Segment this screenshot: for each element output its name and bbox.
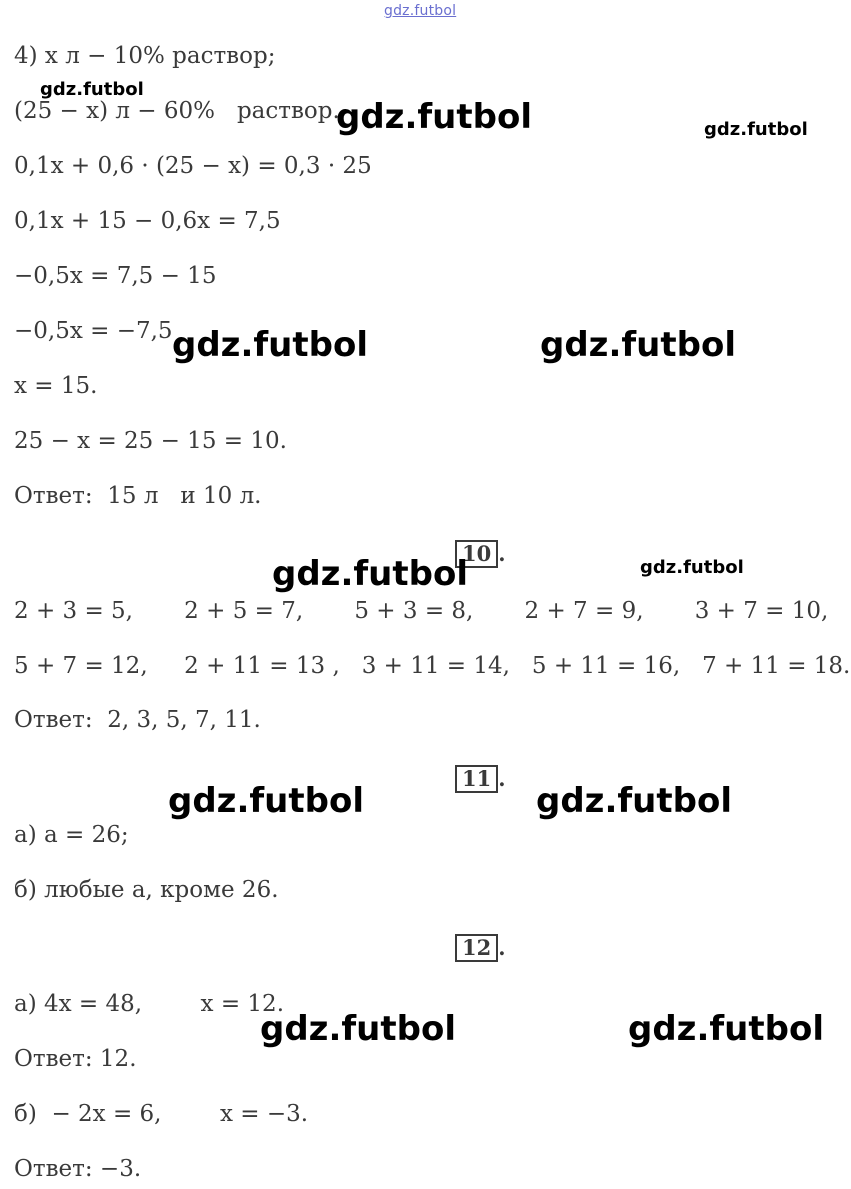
solution-line: 0,1x + 0,6 · (25 − x) = 0,3 · 25 (14, 153, 372, 179)
solution-line: x = 15. (14, 373, 98, 399)
watermark: gdz.futbol (336, 97, 532, 137)
watermark: gdz.futbol (540, 325, 736, 365)
watermark: gdz.futbol (260, 1009, 456, 1049)
solution-line: −0,5x = −7,5 (14, 318, 173, 344)
answer-line: Ответ: −3. (14, 1156, 142, 1182)
problem-number-box: 12 (455, 934, 498, 962)
answer-line: Ответ: 12. (14, 1046, 137, 1072)
solution-line: 4) x л − 10% раствор; (14, 43, 276, 69)
watermark: gdz.futbol (704, 119, 808, 140)
answer-line: Ответ: 15 л и 10 л. (14, 483, 262, 509)
watermark: gdz.futbol (272, 554, 468, 594)
problem-number-10: 10 . (455, 540, 506, 568)
problem-number-box: 11 (455, 765, 498, 793)
watermark: gdz.futbol (536, 781, 732, 821)
answer-line: Ответ: 2, 3, 5, 7, 11. (14, 707, 261, 733)
site-link[interactable]: gdz.futbol (384, 3, 457, 19)
watermark: gdz.futbol (168, 781, 364, 821)
solution-line: а) 4x = 48, x = 12. (14, 991, 285, 1017)
watermark: gdz.futbol (40, 79, 144, 100)
solution-line: 0,1x + 15 − 0,6x = 7,5 (14, 208, 281, 234)
problem-number-box: 10 (455, 540, 498, 568)
solution-line: 2 + 3 = 5, 2 + 5 = 7, 5 + 3 = 8, 2 + 7 = 9, 3 + 7 = 10, (14, 598, 829, 624)
solution-line: 25 − x = 25 − 15 = 10. (14, 428, 287, 454)
solution-line: (25 − x) л − 60% раствор. (14, 98, 340, 124)
watermark: gdz.futbol (172, 325, 368, 365)
solution-line: 5 + 7 = 12, 2 + 11 = 13 , 3 + 11 = 14, 5 + 11 = 16, 7 + 11 = 18. (14, 653, 851, 679)
solution-line: а) a = 26; (14, 822, 129, 848)
solution-line: −0,5x = 7,5 − 15 (14, 263, 217, 289)
solution-line: б) любые a, кроме 26. (14, 877, 279, 903)
problem-number-11: 11 . (455, 765, 506, 793)
problem-number-12: 12 . (455, 934, 506, 962)
solution-line: б) − 2x = 6, x = −3. (14, 1101, 309, 1127)
watermark: gdz.futbol (628, 1009, 824, 1049)
watermark: gdz.futbol (640, 557, 744, 578)
